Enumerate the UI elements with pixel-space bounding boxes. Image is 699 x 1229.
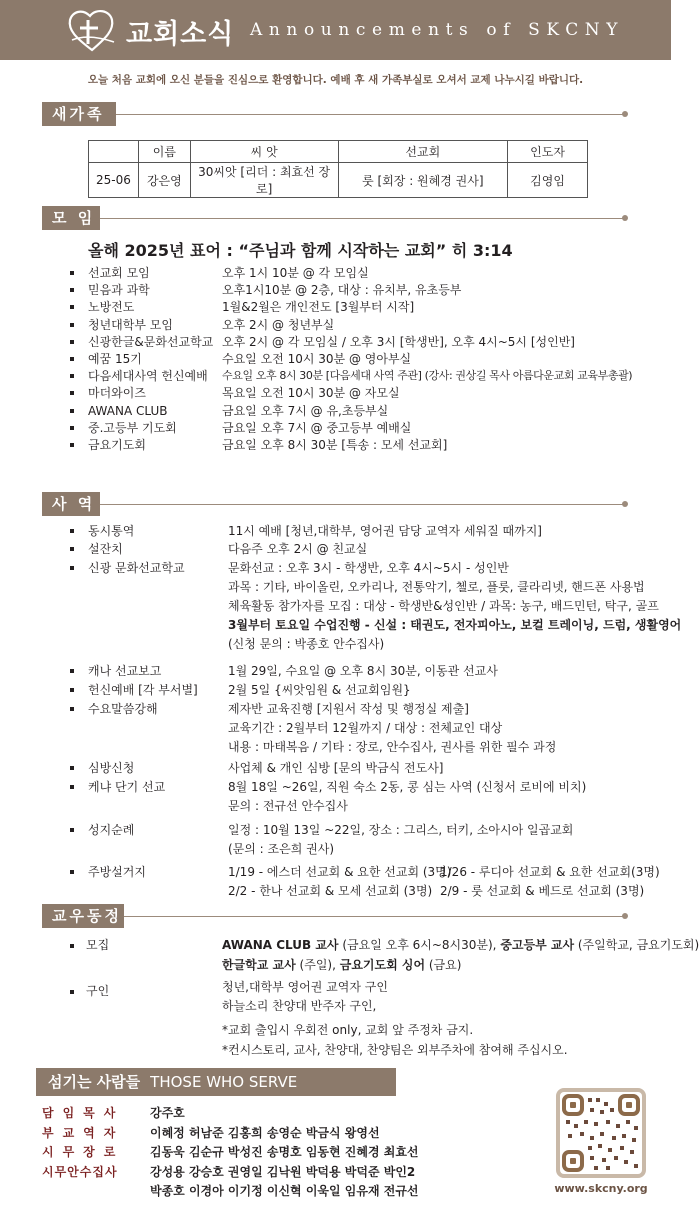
ministry-detail: (신청 문의 : 박종호 안수집사): [228, 637, 385, 651]
meeting-name: 다음세대사역 헌신예배: [88, 369, 208, 384]
table-header-cell: 씨 앗: [190, 141, 338, 163]
table-cell: 강은영: [138, 163, 190, 198]
meeting-detail: 수요일 오전 10시 30분 @ 영아부실: [222, 352, 412, 366]
section-divider: [100, 218, 626, 219]
ministry-detail: 2/2 - 한나 선교회 & 모세 선교회 (3명): [228, 884, 433, 898]
serve-names: 강성용 강승호 권영일 김낙원 박덕용 박덕준 박인2: [150, 1164, 416, 1179]
recruit-line-1: [222, 937, 699, 953]
bullet: [70, 426, 74, 430]
meeting-name: 신광한글&문화선교학교: [88, 334, 214, 349]
section-new-family: 새가족: [42, 102, 116, 126]
serve-role: 부교역자: [42, 1125, 125, 1140]
new-family-table: [88, 140, 588, 198]
ministry-detail: 2월 5일 {씨앗임원 & 선교회임원}: [228, 683, 411, 697]
serve-role: 시무장로: [42, 1145, 125, 1159]
ministry-name: 수요말씀강해: [88, 702, 158, 716]
bullet: [70, 374, 74, 378]
bullet: [70, 323, 74, 327]
ministry-detail: 내용 : 마태복음 / 기타 : 장로, 안수집사, 권사를 위한 필수 과정: [228, 740, 557, 754]
ministry-name: 신광 문화선교학교: [88, 561, 185, 575]
ministry-name: 동시통역: [88, 524, 135, 538]
bullet: [70, 766, 74, 770]
serve-names: 이혜정 허남준 김홍희 송영순 박금식 왕영선: [150, 1125, 380, 1140]
meeting-name: 예꿈 15기: [88, 352, 142, 366]
bullet: [70, 409, 74, 413]
seek-line: 청년,대학부 영어권 교역자 구인: [222, 980, 388, 994]
ministry-detail: 문화선교 : 오후 3시 - 학생반, 오후 4시~5시 - 성인반: [228, 561, 509, 575]
ministry-detail: 2/9 - 룻 선교회 & 베드로 선교회 (3명): [440, 884, 645, 898]
ministry-name: 헌신예배 [각 부서별]: [88, 683, 198, 697]
bullet: [70, 305, 74, 309]
section-ministry: 사 역: [42, 492, 100, 516]
section-meetings: 모 임: [42, 206, 100, 230]
bullet: [70, 340, 74, 344]
bullet: [70, 566, 74, 570]
meeting-detail: 수요일 오후 8시 30분 [다음세대 사역 주관] (강사: 권상길 목사 아름다운교회 교육부총괄): [222, 369, 633, 383]
meeting-name: AWANA CLUB: [88, 403, 168, 418]
section-divider: [100, 504, 626, 505]
bullet: [70, 357, 74, 361]
serve-title-en: THOSE WHO SERVE: [150, 1073, 298, 1091]
table-header-row: [89, 141, 588, 163]
meeting-name: 믿음과 과학: [88, 283, 150, 298]
recruit-line-2: [222, 957, 461, 973]
table-row: [89, 163, 588, 198]
welcome-message: 오늘 처음 교회에 오신 분들을 진심으로 환영합니다. 예배 후 새 가족부실로 오셔서 교제 나누시길 바랍니다.: [87, 74, 584, 86]
recruit-awana-time: (금요일 오후 6시~8시30분),: [338, 938, 501, 952]
meeting-detail: 오후 1시 10분 @ 각 모임실: [222, 266, 369, 280]
seek-label: 구인: [86, 984, 110, 998]
section-news: 교우동정: [42, 904, 124, 928]
table-cell: 룻 [회장 : 원혜경 권사]: [338, 163, 508, 198]
ministry-detail: 다음주 오후 2시 @ 친교실: [228, 542, 368, 556]
ministry-detail: 일정 : 10월 13일 ~22일, 장소 : 그리스, 터키, 소아시아 일곱교회: [228, 823, 574, 837]
bullet: [70, 443, 74, 447]
ministry-detail: 문의 : 전규선 안수집사: [228, 799, 348, 813]
meeting-detail: 금요일 오후 8시 30분 [특송 : 모세 선교회]: [222, 438, 448, 452]
meeting-detail: 금요일 오후 7시 @ 중고등부 예배실: [222, 420, 412, 435]
meeting-detail: 1월&2월은 개인전도 [3월부터 시작]: [222, 300, 415, 315]
bullet: [70, 990, 74, 994]
meeting-name: 노방전도: [88, 300, 135, 315]
year-verse: 올해 2025년 표어 : “주님과 함께 시작하는 교회” 히 3:14: [88, 241, 513, 260]
recruit-youth-time: (주일학교, 금요기도회): [574, 938, 699, 952]
recruit-korean-teacher: 한글학교 교사: [222, 958, 296, 972]
ministry-name: 케냐 단기 선교: [88, 780, 166, 794]
serve-title-kr: 섬기는 사람들: [48, 1073, 141, 1091]
qr-code[interactable]: [556, 1088, 646, 1178]
ministry-detail: 3월부터 토요일 수업진행 - 신설 : 태권도, 전자피아노, 보컬 트레이닝, 드럼, 생활영어: [228, 618, 682, 632]
bullet: [70, 688, 74, 692]
page-title: 교회소식: [126, 19, 235, 50]
ministry-detail: 1/19 - 에스더 선교회 & 요한 선교회 (3명): [228, 865, 452, 879]
ministry-name: 주방설거지: [88, 865, 146, 879]
recruit-awana-teacher: AWANA CLUB 교사: [222, 938, 339, 952]
qr-code-icon: [560, 1092, 642, 1174]
section-divider: [116, 114, 626, 115]
bullet: [70, 870, 74, 874]
parking-note: *컨시스토리, 교사, 찬양대, 찬양팀은 외부주차에 참여해 주십시오.: [222, 1043, 568, 1057]
parking-note: *교회 출입시 우회전 only, 교회 앞 주정차 금지.: [222, 1023, 474, 1037]
bullet: [70, 547, 74, 551]
meeting-name: 중.고등부 기도회: [88, 420, 177, 435]
meeting-detail: 오후 2시 @ 각 모임실 / 오후 3시 [학생반], 오후 4시~5시 [성인반]: [222, 334, 575, 349]
bullet: [70, 669, 74, 673]
meeting-detail: 금요일 오후 7시 @ 유,초등부실: [222, 403, 389, 418]
bullet: [70, 391, 74, 395]
recruit-singer: 금요기도회 싱어: [339, 958, 426, 972]
table-header-cell: 인도자: [508, 141, 588, 163]
bullet: [70, 828, 74, 832]
bullet: [70, 288, 74, 292]
section-divider: [124, 916, 626, 917]
ministry-detail: 1/26 - 루디아 선교회 & 요한 선교회(3명): [440, 865, 660, 879]
page-subtitle: Announcements of SKCNY: [250, 20, 625, 40]
website-url[interactable]: www.skcny.org: [554, 1182, 648, 1195]
recruit-korean-time: (주일),: [295, 958, 340, 972]
serve-names: 박종호 이경아 이기정 이신혁 이욱일 임유재 전규선: [150, 1184, 419, 1198]
section-divider-dot: [622, 501, 628, 507]
table-header-cell: 이름: [138, 141, 190, 163]
meeting-detail: 오후1시10분 @ 2층, 대상 : 유치부, 유초등부: [222, 283, 462, 298]
serve-role: 시무안수집사: [42, 1164, 118, 1179]
serve-header: [36, 1068, 396, 1096]
bullet: [70, 944, 74, 948]
serve-names: 김동욱 김순규 박성진 송명호 임동현 진혜경 최효선: [150, 1145, 419, 1159]
ministry-name: 심방신청: [88, 761, 135, 775]
table-header-cell: [89, 141, 139, 163]
meeting-detail: 목요일 오전 10시 30분 @ 자모실: [222, 386, 400, 401]
section-divider-dot: [622, 913, 628, 919]
ministry-name: 성지순례: [88, 823, 135, 837]
ministry-detail: (문의 : 조은희 권사): [228, 842, 334, 856]
table-cell: 25-06: [89, 163, 139, 198]
seek-line: 하늘소리 찬양대 반주자 구인,: [222, 999, 377, 1013]
recruit-label: 모집: [86, 938, 110, 952]
header-banner: [0, 0, 671, 60]
table-header-cell: 선교회: [338, 141, 508, 163]
ministry-detail: 교육기간 : 2월부터 12월까지 / 대상 : 전체교인 대상: [228, 721, 503, 735]
recruit-youth-teacher: 중고등부 교사: [500, 938, 575, 952]
table-cell: 김영임: [508, 163, 588, 198]
ministry-detail: 사업체 & 개인 심방 [문의 박금식 전도사]: [228, 761, 444, 775]
ministry-detail: 1월 29일, 수요일 @ 오후 8시 30분, 이동관 선교사: [228, 664, 498, 678]
bullet: [70, 785, 74, 789]
ministry-detail: 체육활동 참가자를 모집 : 대상 - 학생반&성인반 / 과목: 농구, 배드민턴, 탁구, 골프: [228, 599, 659, 613]
church-heart-cross-icon: [66, 6, 118, 54]
meeting-name: 마더와이즈: [88, 386, 146, 401]
serve-names: 강주호: [150, 1106, 185, 1120]
meeting-name: 선교회 모임: [88, 266, 150, 280]
serve-role: 담임목사: [42, 1106, 125, 1120]
meeting-name: 청년대학부 모임: [88, 317, 173, 332]
bullet: [70, 271, 74, 275]
meeting-detail: 오후 2시 @ 청년부실: [222, 317, 335, 332]
meeting-name: 금요기도회: [88, 438, 146, 452]
ministry-detail: 과목 : 기타, 바이올린, 오카리나, 전통악기, 첼로, 플룻, 클라리넷, 핸드폰 사용법: [228, 580, 645, 594]
ministry-detail: 8월 18일 ~26일, 직원 숙소 2동, 콩 심는 사역 (신청서 로비에 비치): [228, 780, 587, 794]
section-divider-dot: [622, 215, 628, 221]
ministry-detail: 11시 예배 [청년,대학부, 영어권 담당 교역자 세워질 때까지]: [228, 524, 542, 538]
recruit-singer-time: (금요): [425, 958, 462, 972]
table-cell: 30씨앗 [리더 : 최효선 장로]: [190, 163, 338, 198]
section-divider-dot: [622, 111, 628, 117]
bullet: [70, 707, 74, 711]
ministry-name: 설잔치: [88, 542, 123, 556]
ministry-name: 캐나 선교보고: [88, 664, 162, 678]
bullet: [70, 529, 74, 533]
ministry-detail: 제자반 교육진행 [지원서 작성 및 행정실 제출]: [228, 702, 469, 716]
